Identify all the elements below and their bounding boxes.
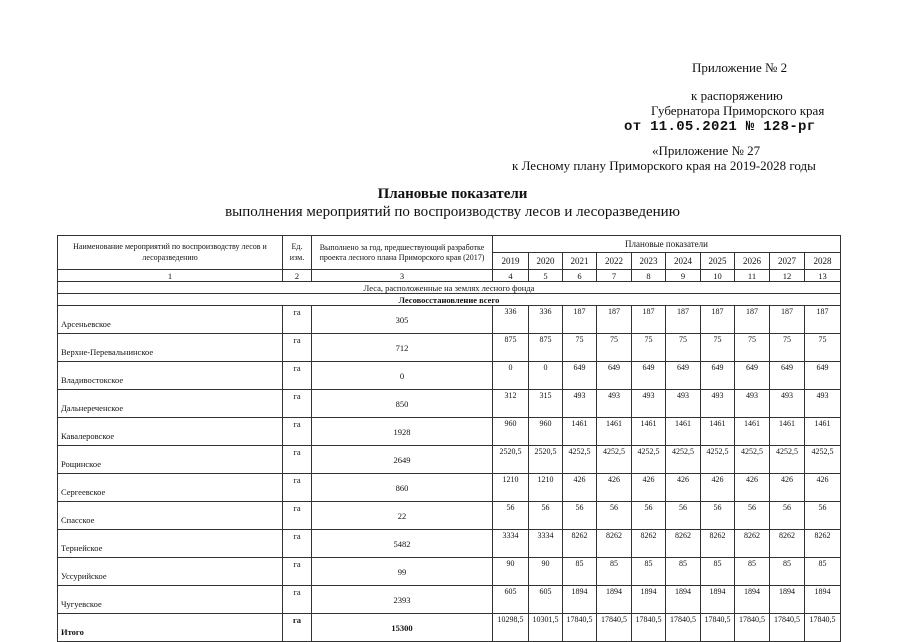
row-value-cell: 85: [632, 558, 666, 586]
column-number-cell: 9: [666, 270, 701, 282]
table-row: [58, 446, 841, 474]
column-numbers-row: [58, 270, 841, 282]
row-value-cell: 75: [770, 334, 805, 362]
row-value-cell: 4252,5: [632, 446, 666, 474]
row-value-cell: 3334: [493, 530, 529, 558]
table-row: [58, 586, 841, 614]
section-row: Леса, расположенные на землях лесного фонда: [58, 282, 841, 294]
row-value-cell: 493: [701, 390, 735, 418]
table-row: [58, 334, 841, 362]
document-title: Плановые показатели: [377, 186, 528, 202]
row-value-cell: 187: [597, 306, 632, 334]
row-value-cell: 426: [805, 474, 841, 502]
row-name-cell: Уссурийское: [58, 558, 283, 586]
row-name-cell: Владивостокское: [58, 362, 283, 390]
row-value-cell: 187: [563, 306, 597, 334]
row-value-cell: 1461: [770, 418, 805, 446]
row-done-cell: 860: [312, 474, 493, 502]
row-value-cell: 187: [701, 306, 735, 334]
row-value-cell: 426: [701, 474, 735, 502]
document-subtitle: выполнения мероприятий по воспроизводству лесов и лесоразведению: [225, 204, 680, 220]
order-line-1: к распоряжению: [691, 88, 783, 103]
row-value-cell: 75: [563, 334, 597, 362]
row-value-cell: 85: [597, 558, 632, 586]
row-value-cell: 336: [529, 306, 563, 334]
row-value-cell: 8262: [770, 530, 805, 558]
row-value-cell: 85: [666, 558, 701, 586]
row-value-cell: 960: [493, 418, 529, 446]
header-plan-cell: Плановые показатели: [493, 236, 841, 253]
year-header-cell: 2026: [735, 253, 770, 270]
row-value-cell: 493: [805, 390, 841, 418]
year-header-cell: 2028: [805, 253, 841, 270]
row-value-cell: 56: [770, 502, 805, 530]
row-value-cell: 1461: [735, 418, 770, 446]
row-unit-cell: га: [283, 334, 312, 362]
row-value-cell: 8262: [597, 530, 632, 558]
table-row: [58, 530, 841, 558]
row-value-cell: 17840,5: [735, 614, 770, 642]
row-value-cell: 493: [597, 390, 632, 418]
row-done-cell: 2649: [312, 446, 493, 474]
row-value-cell: 4252,5: [597, 446, 632, 474]
year-header-cell: 2024: [666, 253, 701, 270]
row-value-cell: 85: [701, 558, 735, 586]
appendix-number: Приложение № 2: [692, 60, 788, 75]
table-row: [58, 474, 841, 502]
column-number-cell: 3: [312, 270, 493, 282]
row-value-cell: 605: [493, 586, 529, 614]
row-value-cell: 85: [563, 558, 597, 586]
row-value-cell: 605: [529, 586, 563, 614]
header-unit-cell: Ед. изм.: [283, 236, 312, 270]
row-unit-cell: га: [283, 474, 312, 502]
year-header-cell: 2021: [563, 253, 597, 270]
row-value-cell: 493: [632, 390, 666, 418]
row-value-cell: 649: [597, 362, 632, 390]
row-value-cell: 312: [493, 390, 529, 418]
row-unit-cell: га: [283, 362, 312, 390]
row-value-cell: 187: [770, 306, 805, 334]
row-value-cell: 75: [666, 334, 701, 362]
row-value-cell: 8262: [666, 530, 701, 558]
row-done-cell: 305: [312, 306, 493, 334]
column-number-cell: 11: [735, 270, 770, 282]
row-value-cell: 4252,5: [563, 446, 597, 474]
plan-table: [57, 235, 841, 642]
row-value-cell: 1210: [529, 474, 563, 502]
header-name-cell: Наименование мероприятий по воспроизводству лесов и лесоразведению: [58, 236, 283, 270]
row-value-cell: 1894: [666, 586, 701, 614]
row-value-cell: 1461: [563, 418, 597, 446]
row-value-cell: 960: [529, 418, 563, 446]
table-row: [58, 418, 841, 446]
row-value-cell: 1894: [632, 586, 666, 614]
row-value-cell: 17840,5: [701, 614, 735, 642]
year-header-cell: 2023: [632, 253, 666, 270]
row-value-cell: 17840,5: [563, 614, 597, 642]
row-done-cell: 15300: [312, 614, 493, 642]
header-done-cell: Выполнено за год, предшествующий разработке проекта лесного плана Приморского края (2017): [312, 236, 493, 270]
row-value-cell: 1894: [563, 586, 597, 614]
row-value-cell: 1894: [701, 586, 735, 614]
row-value-cell: 17840,5: [805, 614, 841, 642]
row-value-cell: 1894: [770, 586, 805, 614]
year-header-cell: 2025: [701, 253, 735, 270]
row-done-cell: 0: [312, 362, 493, 390]
row-done-cell: 1928: [312, 418, 493, 446]
row-value-cell: 8262: [735, 530, 770, 558]
column-number-cell: 1: [58, 270, 283, 282]
row-name-cell: Сергеевское: [58, 474, 283, 502]
row-done-cell: 99: [312, 558, 493, 586]
row-value-cell: 10298,5: [493, 614, 529, 642]
table-row: [58, 390, 841, 418]
row-value-cell: 187: [632, 306, 666, 334]
row-value-cell: 8262: [701, 530, 735, 558]
row-name-cell: Дальнереченское: [58, 390, 283, 418]
row-name-cell: Чугуевское: [58, 586, 283, 614]
row-unit-cell: га: [283, 390, 312, 418]
column-number-cell: 6: [563, 270, 597, 282]
table-row: [58, 362, 841, 390]
forest-plan-reference: к Лесному плану Приморского края на 2019-2028 годы: [512, 158, 816, 173]
year-header-cell: 2022: [597, 253, 632, 270]
row-value-cell: 426: [770, 474, 805, 502]
row-unit-cell: га: [283, 502, 312, 530]
column-number-cell: 4: [493, 270, 529, 282]
row-name-cell: Кавалеровское: [58, 418, 283, 446]
row-value-cell: 1894: [805, 586, 841, 614]
row-value-cell: 426: [597, 474, 632, 502]
row-value-cell: 1894: [735, 586, 770, 614]
row-unit-cell: га: [283, 306, 312, 334]
row-value-cell: 1461: [805, 418, 841, 446]
row-value-cell: 17840,5: [597, 614, 632, 642]
row-value-cell: 56: [735, 502, 770, 530]
row-value-cell: 649: [701, 362, 735, 390]
row-value-cell: 4252,5: [770, 446, 805, 474]
column-number-cell: 5: [529, 270, 563, 282]
row-value-cell: 649: [735, 362, 770, 390]
row-value-cell: 4252,5: [805, 446, 841, 474]
row-name-cell: Итого: [58, 614, 283, 642]
row-name-cell: Верхне-Перевальнинское: [58, 334, 283, 362]
row-unit-cell: га: [283, 558, 312, 586]
row-value-cell: 2520,5: [493, 446, 529, 474]
table-row: [58, 558, 841, 586]
row-value-cell: 75: [632, 334, 666, 362]
row-value-cell: 1894: [597, 586, 632, 614]
row-value-cell: 649: [563, 362, 597, 390]
row-value-cell: 649: [666, 362, 701, 390]
row-value-cell: 1461: [632, 418, 666, 446]
row-value-cell: 56: [563, 502, 597, 530]
row-value-cell: 187: [735, 306, 770, 334]
row-value-cell: 4252,5: [701, 446, 735, 474]
row-value-cell: 56: [701, 502, 735, 530]
row-value-cell: 75: [735, 334, 770, 362]
row-unit-cell: га: [283, 614, 312, 642]
row-value-cell: 8262: [563, 530, 597, 558]
order-line-2: Губернатора Приморского края: [651, 103, 825, 118]
table-row: [58, 306, 841, 334]
row-name-cell: Спасское: [58, 502, 283, 530]
row-value-cell: 8262: [805, 530, 841, 558]
row-value-cell: 3334: [529, 530, 563, 558]
row-done-cell: 2393: [312, 586, 493, 614]
row-value-cell: 56: [529, 502, 563, 530]
row-done-cell: 712: [312, 334, 493, 362]
appendix-27: «Приложение № 27: [652, 143, 761, 158]
row-value-cell: 0: [529, 362, 563, 390]
row-value-cell: 56: [632, 502, 666, 530]
total-row: [58, 614, 841, 642]
row-value-cell: 85: [805, 558, 841, 586]
year-header-cell: 2019: [493, 253, 529, 270]
row-value-cell: 56: [666, 502, 701, 530]
row-value-cell: 493: [563, 390, 597, 418]
row-value-cell: 0: [493, 362, 529, 390]
row-value-cell: 8262: [632, 530, 666, 558]
row-value-cell: 426: [563, 474, 597, 502]
row-value-cell: 85: [770, 558, 805, 586]
row-value-cell: 649: [770, 362, 805, 390]
row-value-cell: 56: [597, 502, 632, 530]
row-value-cell: 90: [529, 558, 563, 586]
row-unit-cell: га: [283, 530, 312, 558]
row-value-cell: 426: [632, 474, 666, 502]
column-number-cell: 7: [597, 270, 632, 282]
subsection-row: Лесовосстановление всего: [58, 294, 841, 306]
row-value-cell: 1461: [701, 418, 735, 446]
row-unit-cell: га: [283, 586, 312, 614]
row-value-cell: 2520,5: [529, 446, 563, 474]
row-value-cell: 1461: [597, 418, 632, 446]
row-value-cell: 649: [632, 362, 666, 390]
row-value-cell: 75: [597, 334, 632, 362]
row-value-cell: 75: [701, 334, 735, 362]
row-value-cell: 315: [529, 390, 563, 418]
row-value-cell: 493: [735, 390, 770, 418]
column-number-cell: 12: [770, 270, 805, 282]
row-value-cell: 875: [493, 334, 529, 362]
row-value-cell: 4252,5: [666, 446, 701, 474]
row-value-cell: 875: [529, 334, 563, 362]
row-name-cell: Тернейское: [58, 530, 283, 558]
order-date-number: от 11.05.2021 № 128-рг: [624, 119, 816, 135]
row-value-cell: 4252,5: [735, 446, 770, 474]
row-value-cell: 56: [493, 502, 529, 530]
column-number-cell: 8: [632, 270, 666, 282]
row-value-cell: 10301,5: [529, 614, 563, 642]
row-value-cell: 1210: [493, 474, 529, 502]
row-value-cell: 56: [805, 502, 841, 530]
row-done-cell: 22: [312, 502, 493, 530]
row-done-cell: 850: [312, 390, 493, 418]
row-value-cell: 17840,5: [632, 614, 666, 642]
row-value-cell: 17840,5: [666, 614, 701, 642]
row-value-cell: 187: [805, 306, 841, 334]
row-value-cell: 426: [666, 474, 701, 502]
column-number-cell: 13: [805, 270, 841, 282]
row-name-cell: Арсеньевское: [58, 306, 283, 334]
row-value-cell: 90: [493, 558, 529, 586]
table-row: [58, 502, 841, 530]
row-value-cell: 426: [735, 474, 770, 502]
row-value-cell: 649: [805, 362, 841, 390]
row-done-cell: 5482: [312, 530, 493, 558]
column-number-cell: 2: [283, 270, 312, 282]
row-unit-cell: га: [283, 446, 312, 474]
row-value-cell: 493: [666, 390, 701, 418]
row-unit-cell: га: [283, 418, 312, 446]
row-value-cell: 17840,5: [770, 614, 805, 642]
year-header-cell: 2020: [529, 253, 563, 270]
row-name-cell: Рощинское: [58, 446, 283, 474]
row-value-cell: 1461: [666, 418, 701, 446]
row-value-cell: 493: [770, 390, 805, 418]
row-value-cell: 85: [735, 558, 770, 586]
row-value-cell: 336: [493, 306, 529, 334]
row-value-cell: 75: [805, 334, 841, 362]
row-value-cell: 187: [666, 306, 701, 334]
year-header-cell: 2027: [770, 253, 805, 270]
column-number-cell: 10: [701, 270, 735, 282]
